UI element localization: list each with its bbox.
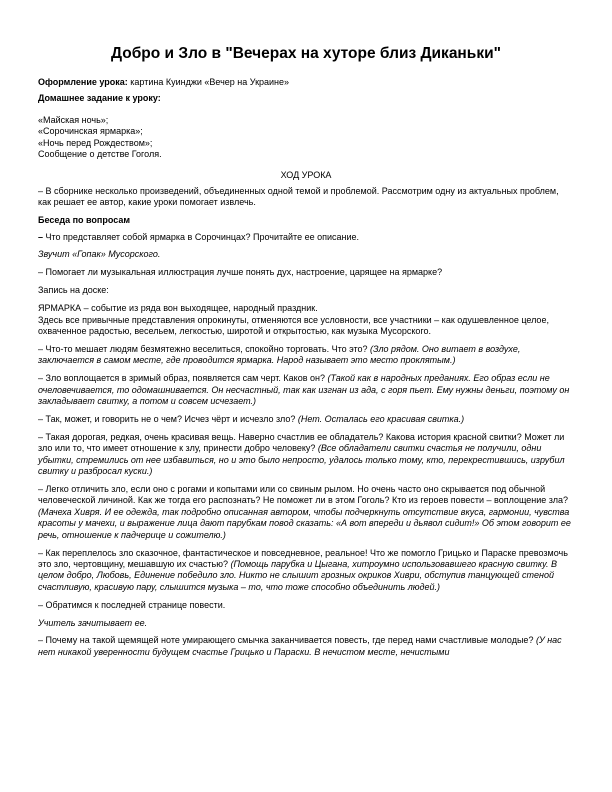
conversation-heading: Беседа по вопросам xyxy=(38,215,131,226)
lesson-heading: ХОД УРОКА xyxy=(280,170,332,181)
teacher-note: Учитель зачитывает ее. xyxy=(38,617,148,628)
board-definition xyxy=(38,303,574,337)
dialogue-item xyxy=(38,432,574,478)
board-definition-term: ЯРМАРКА – событие из ряда вон выходящее, народный праздник. xyxy=(38,303,318,314)
dialogue-item xyxy=(38,548,574,594)
homework-item: Сообщение о детстве Гоголя. xyxy=(38,149,162,160)
question-1 xyxy=(38,232,574,243)
question-1-text: Что представляет собой ярмарка в Сорочинцах? Прочитайте ее описание. xyxy=(43,231,360,242)
lesson-design xyxy=(38,77,574,88)
question-dash: – xyxy=(38,231,44,242)
homework-list xyxy=(38,115,574,161)
homework-item: «Сорочинская ярмарка»; xyxy=(38,126,143,137)
lesson-design-label: Оформление урока: xyxy=(38,77,128,87)
lesson-design-value: картина Куинджи «Вечер на Украине» xyxy=(127,77,290,87)
dialogue-answer: (У нас нет никакой уверенности будущем счастье Грицько и Параски. В нечистом месте, нечистыми xyxy=(38,635,562,657)
dialogue-item xyxy=(38,373,574,407)
dialogue-answer: (Помощь парубка и Цыгана, хитроумно использовавшего красную свитку. В целом добро, Любовь, Единение победило зло. Никто не слышит грозных окриков Хиври, обступив танцующей стеной счастливую, красивую пару, слышится музыка – то, что тоже способно объединить людей.) xyxy=(38,558,557,592)
dialogue-item xyxy=(38,344,574,367)
homework-item: «Майская ночь»; xyxy=(38,114,109,125)
page-title: Добро и Зло в "Вечерах на хуторе близ Диканьки" xyxy=(111,45,501,62)
dialogue-question: – Так, может, и говорить не о чем? Исчез чёрт и исчезло зло? xyxy=(38,413,298,424)
dialogue-question: – Такая дорогая, редкая, очень красивая вещь. Наверно счастлив ее обладатель? Какова история красной свитки? Может ли зло или то, что имеет отношение к злу, принести добро человеку? xyxy=(38,431,565,454)
dialogue-item xyxy=(38,484,574,541)
question-2: – Помогает ли музыкальная иллюстрация лучше понять дух, настроение, царящее на ярмарке? xyxy=(38,267,443,278)
dialogue-answer: (Нет. Осталась его красивая свитка.) xyxy=(297,413,465,424)
dialogue-answer: (Мачеха Хивря. И ее одежда, так подробно описанная автором, чтобы подчеркнуть отсутствие вкуса, гармонии, чувства красоты у мачехи, и выражение лица дают парубкам повод сказать: «А вот впереди и дьявол сидит!» Об этом говорит ее речь, отношение к падчерице и сожителю.) xyxy=(38,506,571,540)
dialogue-question: – Зло воплощается в зримый образ, появляется сам черт. Каков он? xyxy=(38,373,328,384)
intro-paragraph: – В сборнике несколько произведений, объединенных одной темой и проблемой. Рассмотрим одну из актуальных проблем, как решает ее автор, какие уроки помогает извлечь. xyxy=(38,185,559,208)
dialogue-question: – Легко отличить зло, если оно с рогами и копытами или со свиным рылом. Но очень часто оно скрывается под обычной человеческой личиной. Как же тогда его распознать? Не поможет ли в этом Гоголь? Кто из героев повести – воплощение зла? xyxy=(38,483,569,506)
dialogue-question: – Как переплелось зло сказочное, фантастическое и повседневное, реальное! Что же помогло Грицько и Параске превозмочь это зло, чертовщину, мешавшую их счастью? xyxy=(38,547,568,569)
board-note: Запись на доске: xyxy=(38,285,109,296)
homework-item: «Ночь перед Рождеством»; xyxy=(38,137,153,148)
last-question xyxy=(38,635,574,658)
dialogue-answer: (Зло рядом. Оно витает в воздухе, заключается в самом месте, где проводится ярмарка. Народ называет это место проклятым.) xyxy=(38,343,521,366)
dialogue-answer: (Такой как в народных преданиях. Его образ если не очеловечивается, то одомашнивается. Он несчастный, так как изгнан из ада, с горя пьет. Ему нужны деньги, поэтому он закладывает свитку, а потом и совсем исчезает.) xyxy=(38,373,570,407)
music-note: Звучит «Гопак» Мусорского. xyxy=(38,249,161,260)
final-page-line: – Обратимся к последней странице повести. xyxy=(38,599,226,610)
dialogue-question: – Что-то мешает людям безмятежно веселиться, спокойно торговать. Что это? xyxy=(38,343,371,354)
homework-label: Домашнее задание к уроку: xyxy=(38,93,161,104)
dialogue-answer: (Все обладатели свитки счастья не получили, одни убытки, стремились от нее избавиться, но и это было непросто, удалось только тому, кто, перекрестившись, изрубил свитку и разбросал куски.) xyxy=(38,443,565,477)
dialogue-question: – Почему на такой щемящей ноте умирающего смычка заканчивается повесть, где перед нами счастливые молодые? xyxy=(38,635,536,646)
dialogue-item xyxy=(38,414,574,425)
board-definition-text: Здесь все привычные представления опрокинуты, отменяются все условности, все участники – как одушевленное целое, охваченное радостью, весельем, легкостью, широтой и открытостью, как музыка Мусорского. xyxy=(38,314,549,336)
